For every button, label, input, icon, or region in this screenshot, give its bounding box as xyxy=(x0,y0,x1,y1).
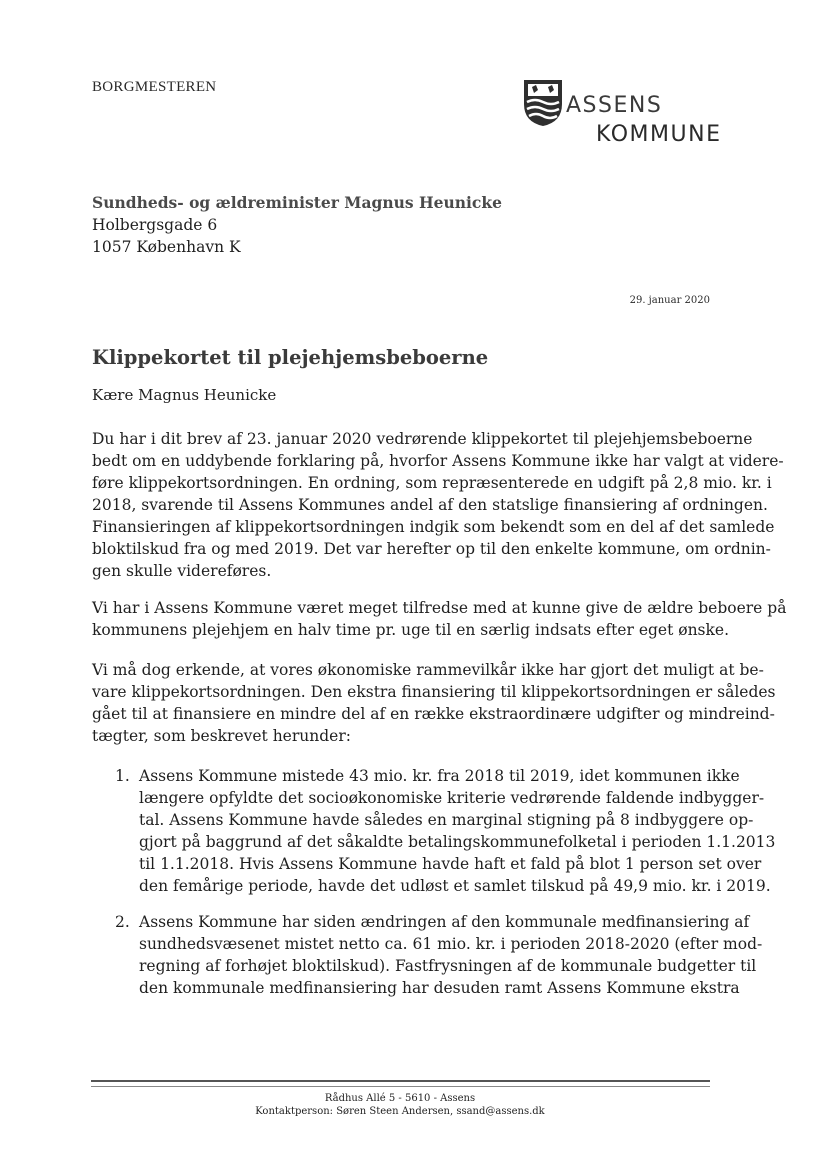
sender-heading: BORGMESTEREN xyxy=(92,79,217,95)
paragraph-line: 2018, svarende til Assens Kommunes andel af den statslige finansiering af ordningen. xyxy=(92,496,768,514)
list-line: den femårige periode, havde det udløst et samlet tilskud på 49,9 mio. kr. i 2019. xyxy=(139,877,771,895)
paragraph-line: gået til at finansiere en mindre del af en række ekstraordinære udgifter og mindreind- xyxy=(92,705,775,723)
recipient-address xyxy=(92,192,502,258)
paragraph-line: gen skulle videreføres. xyxy=(92,562,272,580)
list-line: sundhedsvæsenet mistet netto ca. 61 mio. kr. i perioden 2018-2020 (efter mod- xyxy=(139,935,763,953)
paragraph-3 xyxy=(92,659,776,747)
footer-divider xyxy=(91,1080,710,1087)
list-text xyxy=(139,765,775,897)
list-line: Assens Kommune har siden ændringen af den kommunale medfinansiering af xyxy=(139,913,750,931)
list-number: 2. xyxy=(115,913,130,931)
paragraph-2 xyxy=(92,597,787,641)
assens-kommune-logo xyxy=(522,78,722,158)
list-number: 1. xyxy=(115,767,130,785)
paragraph-line: tægter, som beskrevet herunder: xyxy=(92,727,351,745)
greeting: Kære Magnus Heunicke xyxy=(92,386,277,404)
logo-text-kommune: KOMMUNE xyxy=(596,122,722,147)
list-line: gjort på baggrund af det såkaldte betalingskommunefolketal i perioden 1.1.2013 xyxy=(139,833,776,851)
list-line: tal. Assens Kommune havde således en marginal stigning på 8 indbyggere op- xyxy=(139,811,754,829)
list-line: længere opfyldte det socioøkonomiske kriterie vedrørende faldende indbygger- xyxy=(139,789,765,807)
paragraph-line: kommunens plejehjem en halv time pr. uge til en særlig indsats efter eget ønske. xyxy=(92,621,730,639)
coat-of-arms-icon xyxy=(522,78,564,128)
paragraph-line: Finansieringen af klippekortsordningen indgik som bekendt som en del af det samlede xyxy=(92,518,775,536)
recipient-name: Sundheds- og ældreminister Magnus Heunicke xyxy=(92,193,502,212)
footer-address: Rådhus Allé 5 - 5610 - Assens xyxy=(324,1093,476,1104)
list-line: Assens Kommune mistede 43 mio. kr. fra 2018 til 2019, idet kommunen ikke xyxy=(139,767,740,785)
logo-text-assens: ASSENS xyxy=(566,93,663,118)
recipient-street: Holbergsgade 6 xyxy=(92,216,218,234)
paragraph-line: vare klippekortsordningen. Den ekstra finansiering til klippekortsordningen er således xyxy=(92,683,776,701)
paragraph-line: bedt om en uddybende forklaring på, hvorfor Assens Kommune ikke har valgt at videre- xyxy=(92,452,784,470)
list-line: den kommunale medfinansiering har desuden ramt Assens Kommune ekstra xyxy=(139,979,740,997)
letter-title: Klippekortet til plejehjemsbeboerne xyxy=(92,346,489,369)
paragraph-line: bloktilskud fra og med 2019. Det var herefter op til den enkelte kommune, om ordnin- xyxy=(92,540,771,558)
paragraph-line: Du har i dit brev af 23. januar 2020 vedrørende klippekortet til plejehjemsbeboerne xyxy=(92,430,753,448)
letter-date: 29. januar 2020 xyxy=(629,295,710,306)
footer-contact: Kontaktperson: Søren Steen Andersen, ssand@assens.dk xyxy=(255,1106,545,1117)
paragraph-1 xyxy=(92,428,784,582)
paragraph-line: Vi har i Assens Kommune været meget tilfredse med at kunne give de ældre beboere på xyxy=(92,599,787,617)
recipient-city: 1057 København K xyxy=(92,238,241,256)
list-line: til 1.1.2018. Hvis Assens Kommune havde haft et fald på blot 1 person set over xyxy=(139,855,762,873)
paragraph-line: Vi må dog erkende, at vores økonomiske rammevilkår ikke har gjort det muligt at be- xyxy=(92,661,764,679)
list-line: regning af forhøjet bloktilskud). Fastfrysningen af de kommunale budgetter til xyxy=(139,957,757,975)
paragraph-line: føre klippekortsordningen. En ordning, som repræsenterede en udgift på 2,8 mio. kr. i xyxy=(92,474,772,492)
list-text xyxy=(139,911,762,999)
